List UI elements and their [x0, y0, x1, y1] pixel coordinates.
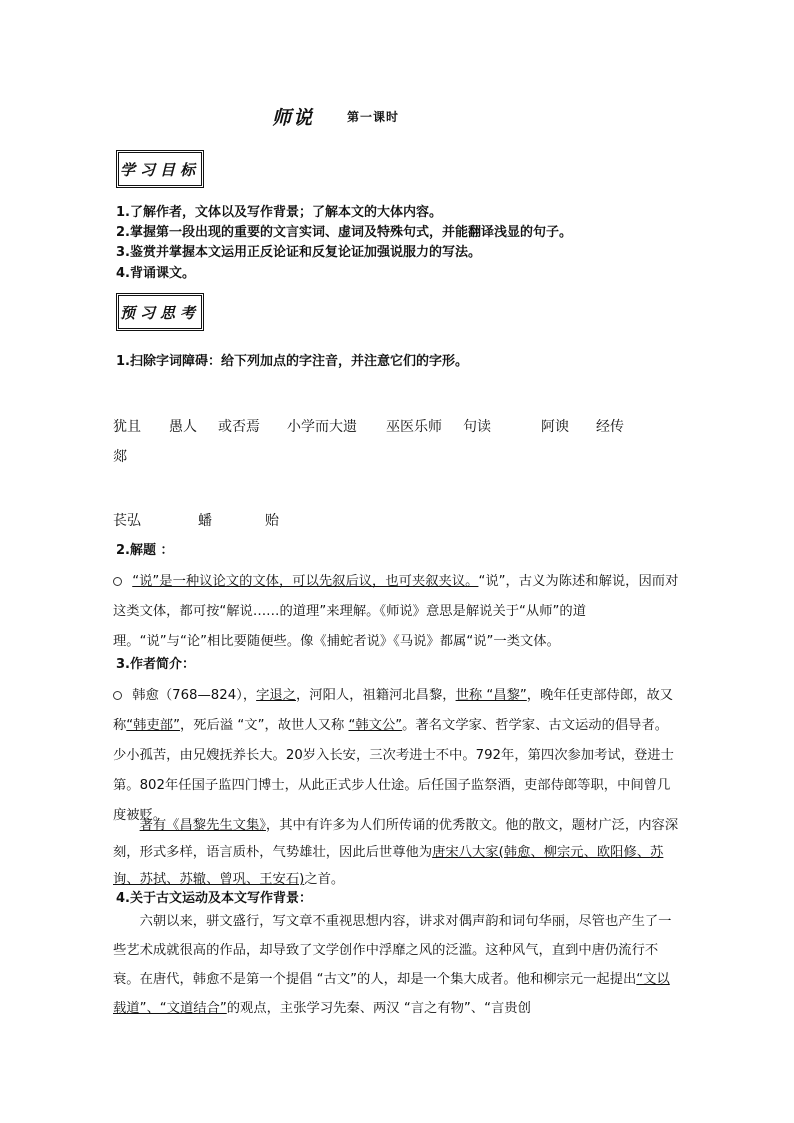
background-paragraph — [113, 907, 681, 1023]
background-text: 六朝以来，骈文盛行，写文章不重视思想内容，讲求对偶声韵和词句华丽，尽管也产生了一些艺术成就很高的作品，却导致了文学创作中浮靡之风的泛滥。这种风气，直到中唐仍流行不衰。在唐代，韩愈不是第一个提倡 “古文”的人，却是一个集大成者。他和柳宗元一起提出 — [113, 914, 672, 987]
eight-masters: 唐宋八大家(韩愈、柳宗元、欧阳修、苏询、苏拭、苏辙、曾巩、王安石) — [113, 845, 664, 887]
vocab-word: 犹且 — [113, 419, 141, 435]
works-title: 著有《昌黎先生文集》 — [139, 818, 266, 833]
vocab-word: 或否焉 — [218, 419, 260, 435]
vocab-word: 蟠 — [198, 513, 212, 529]
author-paragraph — [113, 681, 681, 831]
works-paragraph — [113, 812, 681, 893]
preview-box — [116, 293, 204, 331]
author-courtesy-name: 字退之 — [256, 688, 297, 703]
vocab-word: 阿谀 — [541, 419, 569, 435]
vocab-word: 愚人 — [169, 419, 197, 435]
vocab-word: 郯 — [113, 449, 127, 465]
page-subtitle: 第一课时 — [347, 110, 400, 124]
author-text: 。著名文学家、哲学家、古文运动的倡导者。少小孤苦，由兄嫂抚养长大。20岁入长安，三次考进士不中。792年，第四次参加考试，登进士第。802年任国子监四门博士，从此正式步人仕途。后任国子监祭酒，吏部侍郎等职，中间曾几度被贬。 — [113, 718, 674, 823]
task2-paragraph — [113, 567, 681, 657]
objective-item: 3.鉴赏并掌握本文运用正反论证和反复论证加强说服力的写法。 — [116, 245, 481, 260]
vocab-word: 句读 — [463, 419, 491, 435]
author-title: 世称 “昌黎” — [455, 688, 527, 703]
objective-item: 1.了解作者，文体以及写作背景；了解本文的大体内容。 — [116, 205, 442, 220]
vocab-word: 贻 — [265, 513, 279, 529]
objectives-box-label: 学习目标 — [119, 160, 200, 179]
author-text: 韩愈（768—824）， — [132, 688, 257, 703]
works-text: 之首。 — [304, 872, 345, 887]
author-title: “韩吏部” — [126, 718, 180, 733]
works-text: ，其中有许多为人们所传诵的优秀散文。他的散文，题材广泛，内容深刻，形式多样，语言质朴，气势雄壮，因此后世尊他为 — [113, 818, 679, 860]
objective-item: 2.掌握第一段出现的重要的文言实词、虚词及特殊句式，并能翻译浅显的句子。 — [116, 225, 572, 240]
bullet-circle-icon — [113, 691, 122, 700]
preview-box-label: 预习思考 — [119, 303, 200, 322]
task4-heading: 4.关于古文运动及本文写作背景： — [116, 891, 312, 906]
vocab-word: 巫医乐师 — [386, 419, 442, 435]
background-key-phrase: “文以载道”、“文道结合” — [113, 972, 670, 1016]
task2-heading: 2.解题 ： — [116, 543, 174, 558]
author-text: ，死后溢 “文”，故世人又称 — [179, 718, 349, 733]
task3-heading: 3.作者简介： — [116, 657, 195, 672]
task1-heading: 1.扫除字词障碍：给下列加点的字注音，并注意它们的字形。 — [116, 354, 468, 369]
vocab-word: 经传 — [596, 419, 624, 435]
background-text: 的观点，主张学习先秦、两汉 “言之有物”、“言贵创 — [226, 1001, 531, 1016]
definition-underlined: “说”是一种议论文的文体，可以先叙后议，也可夹叙夹议。 — [132, 574, 479, 589]
author-text: ，晚年任吏部侍郎，故又称 — [113, 688, 674, 733]
page-title: 师说 — [272, 107, 315, 129]
objective-item: 4.背诵课文。 — [116, 266, 195, 281]
vocab-word: 小学而大遗 — [287, 419, 357, 435]
definition-text: “说”，古义为陈述和解说，因而对这类文体，都可按“解说……的道理”来理解。《师说》意思是解说关于“从师”的道理。“说”与“论”相比要随便些。像《捕蛇者说》《马说》都属“说”一类文体。 — [113, 574, 679, 649]
author-title: “韩文公” — [348, 718, 403, 733]
bullet-circle-icon — [113, 577, 122, 586]
vocab-word: 苌弘 — [113, 513, 141, 529]
author-text: ，河阳人，祖籍河北昌黎， — [296, 688, 456, 703]
objectives-box — [116, 150, 204, 188]
